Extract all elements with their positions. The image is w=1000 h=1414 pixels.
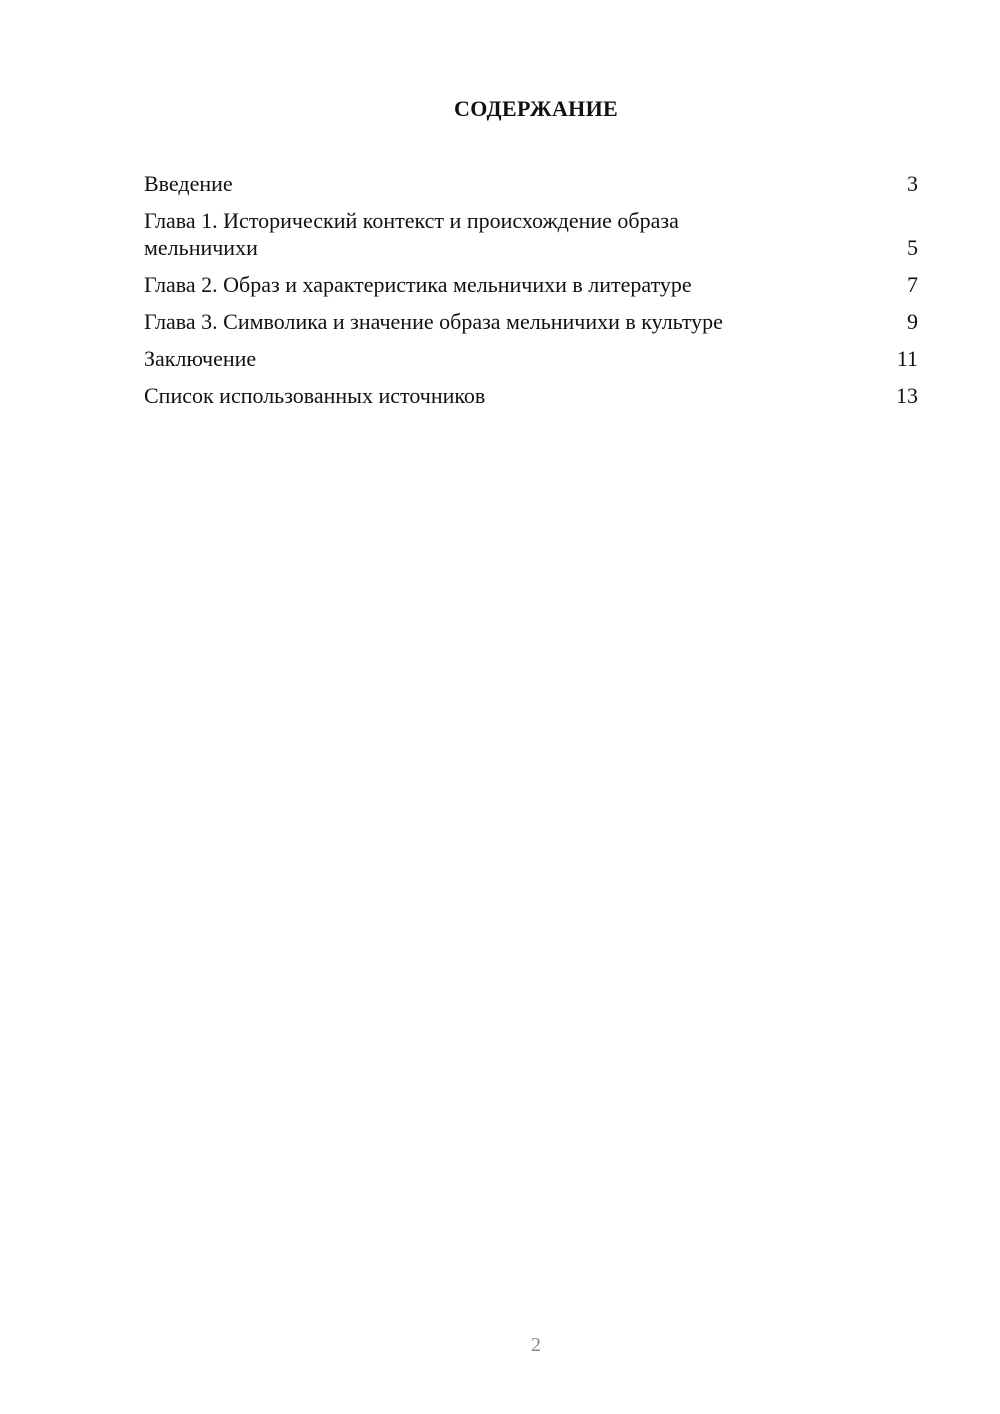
page-number: 2 <box>531 1334 541 1356</box>
toc-item-chapter-2 <box>144 271 918 298</box>
toc-item-page: 3 <box>907 171 918 196</box>
toc-item-label: Глава 2. Образ и характеристика мельничихи в литературе <box>144 272 692 297</box>
toc-title: СОДЕРЖАНИЕ <box>454 96 618 121</box>
toc-item-label: Заключение <box>144 346 257 371</box>
table-of-contents <box>144 170 918 419</box>
toc-item-page: 11 <box>896 346 918 371</box>
toc-item-page: 5 <box>907 235 918 260</box>
toc-item-page: 9 <box>907 309 918 334</box>
toc-item-label: Глава 3. Символика и значение образа мельничихи в культуре <box>144 309 723 334</box>
toc-item-chapter-1 <box>144 207 918 261</box>
toc-item-page: 13 <box>896 383 918 408</box>
toc-item-label: Список использованных источников <box>144 383 486 408</box>
toc-item-conclusion <box>144 345 918 372</box>
toc-item-label: Глава 1. Исторический контекст и происхождение образа мельничихи <box>144 208 679 260</box>
toc-item-chapter-3 <box>144 308 918 335</box>
toc-item-page: 7 <box>907 272 918 297</box>
toc-item-references <box>144 382 918 409</box>
toc-item-label: Введение <box>144 171 233 196</box>
toc-item-introduction <box>144 170 918 197</box>
